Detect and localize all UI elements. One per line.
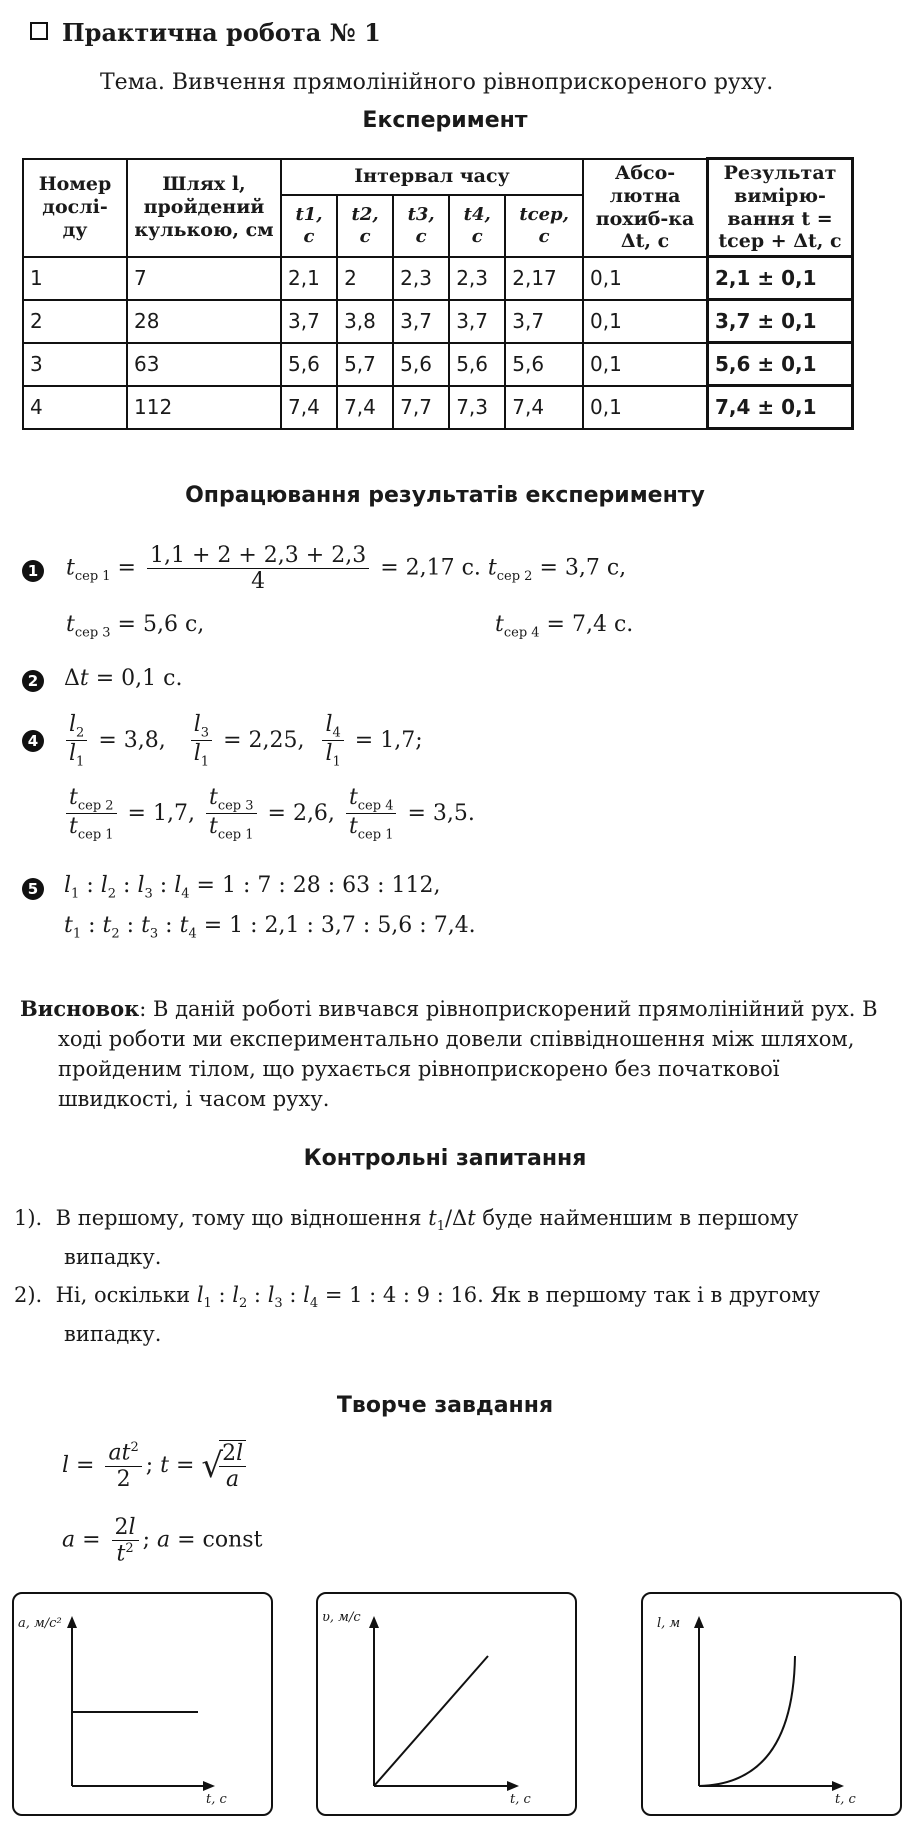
col-tavg: tсер, с: [505, 195, 583, 257]
col-t2: t2, с: [337, 195, 393, 257]
x-axis-arrow-icon: [203, 1781, 215, 1791]
step-4-line-2: $\frac{t_{сер 2}}{t_{сер 1}}$ = 1,7, $\frac{t_{сер 3}}{t_{сер 1}}$ = 2,6, $\frac{t_{сер 4}}{t_{сер 1}}$ = 3,5.: [62, 785, 475, 843]
cell-t2: 3,8: [337, 300, 393, 343]
creative-formula-1: l = $\frac{at^2}{2}$ ; t = √ $\frac{2l}{a}$: [62, 1440, 250, 1492]
step-4-line-1: $\frac{l_2}{l_1}$ = 3,8, $\frac{l_3}{l_1}$ = 2,25, $\frac{l_4}{l_1}$ = 1,7;: [62, 712, 423, 770]
cell-t3: 7,7: [393, 386, 449, 429]
creative-formula-2: a = $\frac{2l}{t^2}$ ; a = const: [62, 1515, 263, 1567]
cell-dt: 0,1: [583, 386, 708, 429]
col-result: Результат вимірю-вання t = tсер + Δt, с: [708, 159, 853, 257]
cell-tavg: 7,4: [505, 386, 583, 429]
y-axis-arrow-icon: [369, 1616, 379, 1628]
cell-tavg: 3,7: [505, 300, 583, 343]
cell-n: 3: [23, 343, 127, 386]
cell-t1: 3,7: [281, 300, 337, 343]
step-1-marker: 1: [22, 560, 44, 582]
table-row: [23, 300, 853, 343]
step-1-t2: = 3,7 с,: [539, 555, 627, 581]
step-1-t3-line: $t_{сер 3} = 5,6$ с,: [66, 612, 205, 641]
graph-distance: [641, 1592, 902, 1816]
cell-n: 2: [23, 300, 127, 343]
results-table: [22, 157, 854, 430]
cell-tavg: 5,6: [505, 343, 583, 386]
step-5-line-1: $l_1$ : $l_2$ : $l_3$ : $l_4 = 1$ : 7 : 28 : 63 : 112,: [64, 873, 441, 902]
cell-l: 63: [127, 343, 281, 386]
cell-result: 3,7 ± 0,1: [708, 300, 853, 343]
question-1-answer: 1). В першому, тому що відношення $t_1/\Delta t$ буде найменшим в першому випадку.: [14, 1206, 799, 1270]
col-number: Номер дослі-ду: [23, 159, 127, 257]
graph-2-ylabel: υ, м/с: [322, 1610, 361, 1625]
step-2-formula: Δt = 0,1 с.: [64, 666, 183, 691]
col-t3: t3, с: [393, 195, 449, 257]
graph-2-xlabel: t, с: [510, 1792, 531, 1807]
step-1-result: = 2,17 с.: [380, 555, 481, 581]
cell-t4: 7,3: [449, 386, 505, 429]
table-row: [23, 257, 853, 300]
cell-t3: 2,3: [393, 257, 449, 300]
x-axis-arrow-icon: [832, 1781, 844, 1791]
linear-line: [374, 1656, 488, 1786]
col-t4: t4, с: [449, 195, 505, 257]
col-interval: Інтервал часу: [281, 159, 583, 195]
page-title: Практична робота № 1: [30, 18, 381, 47]
cell-dt: 0,1: [583, 300, 708, 343]
graph-1-xlabel: t, с: [206, 1792, 227, 1807]
col-path: Шлях l, пройдений кулькою, см: [127, 159, 281, 257]
cell-t1: 7,4: [281, 386, 337, 429]
cell-dt: 0,1: [583, 343, 708, 386]
step-4-marker: 4: [22, 730, 44, 752]
conclusion: Висновок: В даній роботі вивчався рівноприскорений прямолінійний рух. В ході роботи ми експериментально довели співвідношення між шляхом, пройденим тілом, що рухається рівноприскорено без початкової швидкості, і часом руху.: [20, 996, 878, 1111]
cell-t4: 5,6: [449, 343, 505, 386]
cell-dt: 0,1: [583, 257, 708, 300]
graph-velocity-plot: [318, 1594, 575, 1814]
step-1-t4-line: $t_{сер 4} = 7,4$ с.: [495, 612, 634, 641]
cell-t2: 5,7: [337, 343, 393, 386]
col-error: Абсо-лютна похиб-ка Δt, с: [583, 159, 708, 257]
y-axis-arrow-icon: [694, 1616, 704, 1628]
table-row: [23, 386, 853, 429]
graph-3-xlabel: t, с: [835, 1792, 856, 1807]
cell-t3: 5,6: [393, 343, 449, 386]
x-axis-arrow-icon: [507, 1781, 519, 1791]
question-2-answer: 2). Ні, оскільки $l_1$ : $l_2$ : $l_3$ : $l_4 = 1$ : 4 : 9 : 16. Як в першому так і в другому випадку.: [14, 1283, 821, 1347]
graph-3-ylabel: l, м: [657, 1616, 681, 1631]
cell-result: 5,6 ± 0,1: [708, 343, 853, 386]
step-5-marker: 5: [22, 878, 44, 900]
graph-1-ylabel: a, м/с²: [18, 1616, 62, 1631]
processing-heading: Опрацювання результатів експерименту: [185, 483, 705, 508]
cell-l: 112: [127, 386, 281, 429]
checkbox-icon: [30, 22, 48, 40]
cell-result: 7,4 ± 0,1: [708, 386, 853, 429]
step-5-line-2: $t_1$ : $t_2$ : $t_3$ : $t_4 = 1$ : 2,1 : 3,7 : 5,6 : 7,4.: [64, 913, 476, 942]
cell-t4: 2,3: [449, 257, 505, 300]
cell-tavg: 2,17: [505, 257, 583, 300]
cell-t2: 2: [337, 257, 393, 300]
graph-acceleration: [12, 1592, 273, 1816]
cell-t1: 2,1: [281, 257, 337, 300]
creative-heading: Творче завдання: [336, 1393, 554, 1418]
step-1-denominator: 4: [251, 569, 266, 594]
col-t1: t1, с: [281, 195, 337, 257]
step-1-numerator: 1,1 + 2 + 2,3 + 2,3: [147, 543, 369, 569]
cell-t3: 3,7: [393, 300, 449, 343]
step-1-formula: $t_{сер 1}$ = $\frac{1,1 + 2 + 2,3 + 2,3}{4}$ = 2,17 с. $t_{сер 2} = 3,7$ с,: [66, 543, 627, 594]
cell-t1: 5,6: [281, 343, 337, 386]
graph-distance-plot: [643, 1594, 900, 1814]
cell-n: 1: [23, 257, 127, 300]
cell-t4: 3,7: [449, 300, 505, 343]
table-row: [23, 343, 853, 386]
cell-n: 4: [23, 386, 127, 429]
cell-result: 2,1 ± 0,1: [708, 257, 853, 300]
y-axis-arrow-icon: [67, 1616, 77, 1628]
cell-l: 28: [127, 300, 281, 343]
graph-velocity: [316, 1592, 577, 1816]
cell-t2: 7,4: [337, 386, 393, 429]
cell-l: 7: [127, 257, 281, 300]
parabola-curve: [699, 1656, 795, 1786]
questions-heading: Контрольні запитання: [303, 1146, 587, 1171]
step-2-marker: 2: [22, 670, 44, 692]
topic-line: Тема. Вивчення прямолінійного рівноприскореного руху.: [100, 70, 774, 95]
experiment-heading: Експеримент: [362, 108, 528, 133]
